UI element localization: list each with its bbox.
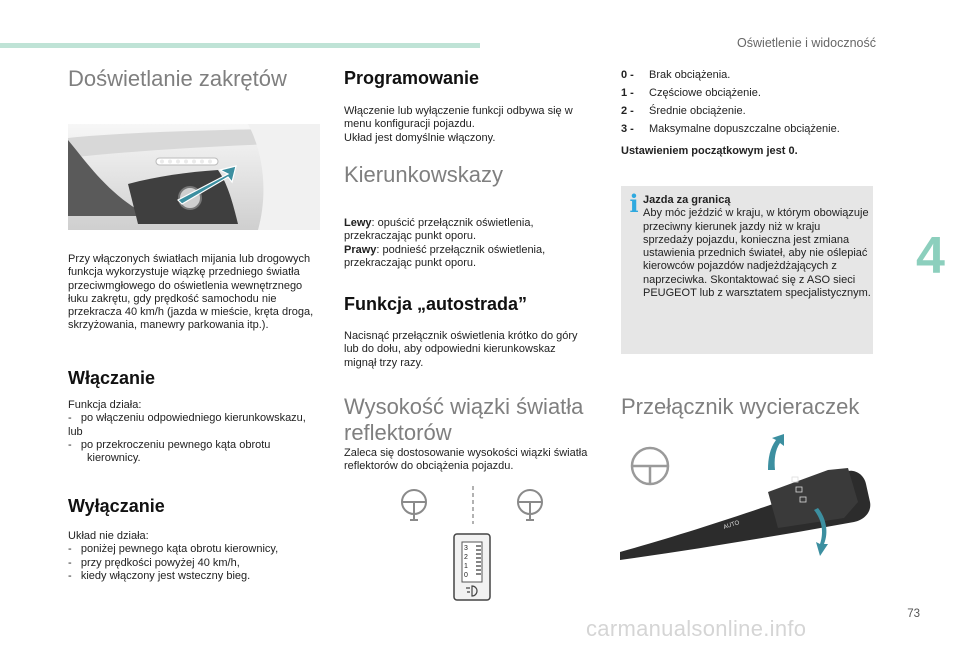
load-row bbox=[621, 84, 873, 102]
section-title-on: Włączanie bbox=[68, 368, 156, 388]
fog-light-illustration bbox=[68, 124, 320, 230]
page-number: 73 bbox=[907, 608, 920, 620]
left-label: Lewy bbox=[344, 217, 372, 229]
beam-title-line: Wysokość wiązki światła bbox=[344, 394, 584, 419]
running-header: Oświetlenie i widoczność bbox=[737, 36, 876, 50]
section-title-motorway: Funkcja „autostrada” bbox=[344, 294, 528, 314]
info-title: Jazda za granicą bbox=[643, 194, 731, 206]
load-row bbox=[621, 102, 873, 120]
dial-label: 0 bbox=[464, 572, 468, 579]
on-description bbox=[68, 399, 320, 465]
load-key: 0 - bbox=[621, 69, 634, 81]
initial-setting: Ustawieniem początkowym jest 0. bbox=[621, 145, 798, 157]
watermark: carmanualsonline.info bbox=[586, 616, 807, 641]
load-list bbox=[621, 66, 873, 138]
load-value: Brak obciążenia. bbox=[649, 69, 731, 81]
dial-label: 2 bbox=[464, 554, 468, 561]
on-item: - po przekroczeniu pewnego kąta obrotu kierownicy. bbox=[68, 438, 271, 465]
right-text: : podnieść przełącznik oświetlenia, przekraczając punkt oporu. bbox=[344, 243, 546, 269]
load-key: 2 - bbox=[621, 105, 634, 117]
dial-label: 3 bbox=[464, 545, 468, 552]
left-text: : opuścić przełącznik oświetlenia, przekraczając punkt oporu. bbox=[344, 217, 534, 243]
load-key: 3 - bbox=[621, 123, 634, 135]
off-item: - kiedy włączony jest wsteczny bieg. bbox=[68, 569, 251, 582]
section-title-programming: Programowanie bbox=[344, 68, 480, 88]
section-title-off: Wyłączanie bbox=[68, 496, 165, 516]
chapter-number: 4 bbox=[916, 227, 945, 285]
load-row bbox=[621, 120, 873, 138]
load-value: Średnie obciążenie. bbox=[649, 105, 746, 117]
indicators-description bbox=[344, 217, 596, 270]
section-title-bending: Doświetlanie zakrętów bbox=[68, 66, 287, 91]
bending-description: Przy włączonych światłach mijania lub drogowych funkcja wykorzystuje wiązkę przedniego światła przeciwmgłowego do oświetlenia wewnętrznego łuku zakrętu, gdy prędkość samochodu nie przekracza 40 km/h (jazda w mieście, kręta droga, skrzyżowania, manewry parkowania itp.). bbox=[68, 253, 314, 332]
load-key: 1 - bbox=[621, 87, 634, 99]
on-or: lub bbox=[68, 425, 83, 438]
on-intro: Funkcja działa: bbox=[68, 399, 142, 411]
programming-line: Układ jest domyślnie włączony. bbox=[344, 131, 496, 144]
motorway-description: Nacisnąć przełącznik oświetlenia krótko do góry lub do dołu, aby odpowiedni kierunkowskaz mignął trzy razy. bbox=[344, 330, 578, 369]
programming-description bbox=[344, 105, 596, 145]
wiper-stalk-illustration bbox=[618, 432, 880, 562]
right-label: Prawy bbox=[344, 243, 377, 256]
load-value: Maksymalne dopuszczalne obciążenie. bbox=[649, 123, 840, 135]
beam-description: Zaleca się dostosowanie wysokości wiązki światła reflektorów do obciążenia pojazdu. bbox=[344, 447, 588, 473]
info-icon: i bbox=[629, 189, 639, 218]
header-bar bbox=[0, 43, 480, 48]
info-text bbox=[643, 194, 871, 300]
section-title-beam bbox=[344, 394, 604, 446]
dial-label: 1 bbox=[464, 563, 468, 570]
off-item: - przy prędkości powyżej 40 km/h, bbox=[68, 556, 240, 569]
programming-line: Włączenie lub wyłączenie funkcji odbywa się w menu konfiguracji pojazdu. bbox=[344, 105, 573, 131]
stalk-auto-label: AUTO bbox=[722, 520, 741, 531]
off-intro: Układ nie działa: bbox=[68, 530, 149, 542]
info-body: Aby móc jeździć w kraju, w którym obowiązuje przeciwny kierunek jazdy niż w kraju sprzedaży pojazdu, konieczna jest zmiana ustawienia przednich świateł, aby nie oślepiać kierowców pojazdów nadjeżdżających z naprzeciwka. Skontaktować się z ASO sieci PEUGEOT lub z warsztatem specjalistycznym. bbox=[643, 207, 871, 300]
load-row bbox=[621, 66, 873, 84]
on-item: - po włączeniu odpowiedniego kierunkowskazu, bbox=[68, 412, 306, 425]
section-title-wiper: Przełącznik wycieraczek bbox=[621, 394, 860, 419]
off-description bbox=[68, 530, 320, 583]
beam-title-line: reflektorów bbox=[344, 420, 452, 445]
load-value: Częściowe obciążenie. bbox=[649, 87, 761, 99]
section-title-indicators: Kierunkowskazy bbox=[344, 162, 503, 187]
beam-illustration bbox=[390, 484, 560, 604]
off-item: - poniżej pewnego kąta obrotu kierownicy, bbox=[68, 543, 279, 556]
